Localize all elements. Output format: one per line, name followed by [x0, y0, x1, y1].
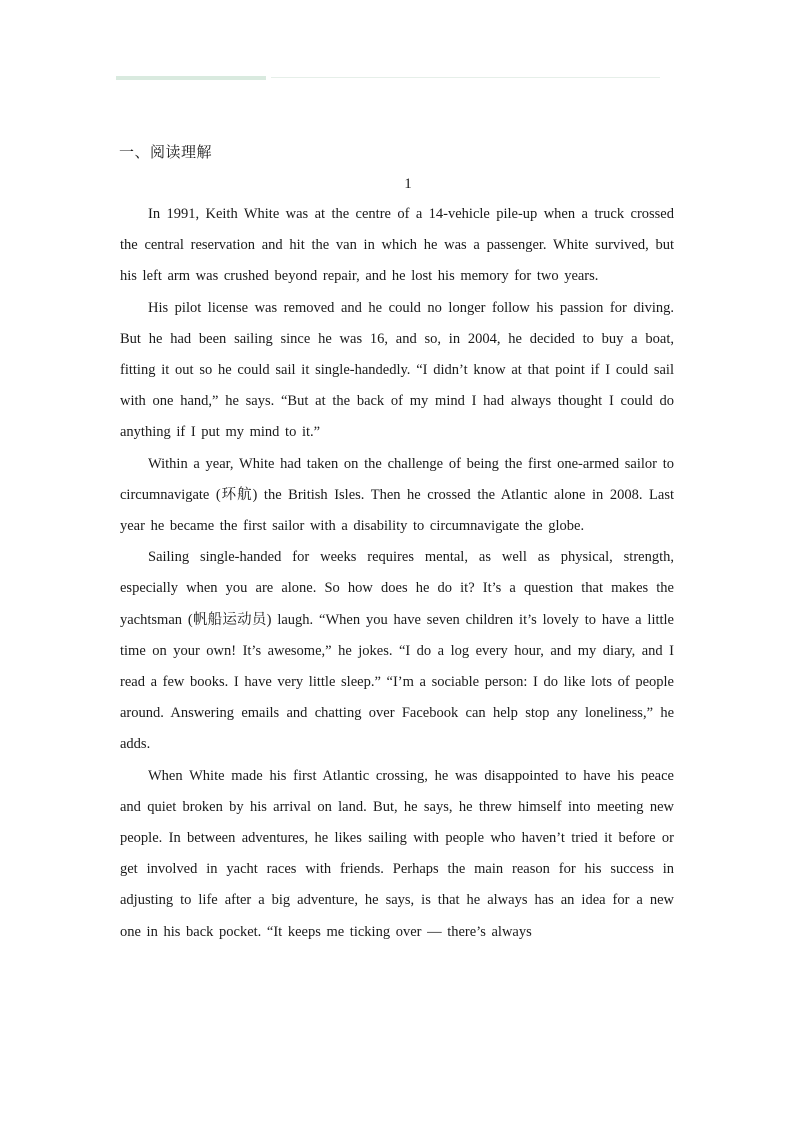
- passage-number: 1: [404, 176, 412, 192]
- paragraph-5: When White made his first Atlantic crossing, he was disappointed to have his peace and quiet broken by his arrival on land. But, he says, he threw himself into meeting new people. In between adventures, he likes sailing with people who haven’t tried it before or get involved in yacht races with friends. Perhaps the main reason for his success in adjusting to life after a big adventure, he says, is that he always has an idea for a new one in his back pocket. “It keeps me ticking over — there’s always: [120, 767, 674, 940]
- paragraph-1: In 1991, Keith White was at the centre of a 14-vehicle pile-up when a truck crossed the central reservation and hit the van in which he was a passenger. White survived, but his left arm was crushed beyond repair, and he lost his memory for two years.: [120, 206, 674, 285]
- header-divider: [116, 76, 660, 80]
- header-divider-accent: [116, 76, 266, 80]
- reading-passage: [120, 199, 674, 948]
- paragraph-2: His pilot license was removed and he could no longer follow his passion for diving. But he had been sailing since he was 16, and so, in 2004, he decided to buy a boat, fitting it out so he could sail it single-handedly. “I didn’t know at that point if I could sail with one hand,” he says. “But at the back of my mind I had always thought I could do anything if I put my mind to it.”: [120, 299, 674, 441]
- paragraph-4: Sailing single-handed for weeks requires mental, as well as physical, strength, especially when you are alone. So how does he do it? It’s a question that makes the yachtsman (帆船运动员) laugh. “When you have seven children it’s lovely to have a little time on your own! It’s awesome,” he jokes. “I do a log every hour, and my diary, and I read a few books. I have very little sleep.” “I’m a sociable person: I do like lots of people around. Answering emails and chatting over Facebook can help stop any loneliness,” he adds.: [120, 549, 674, 753]
- header-divider-line: [271, 77, 660, 78]
- section-heading: 一、阅读理解: [119, 143, 213, 161]
- paragraph-3: Within a year, White had taken on the challenge of being the first one-armed sailor to circumnavigate (环航) the British Isles. Then he crossed the Atlantic alone in 2008. Last year he became the first sailor with a disability to circumnavigate the globe.: [120, 455, 674, 535]
